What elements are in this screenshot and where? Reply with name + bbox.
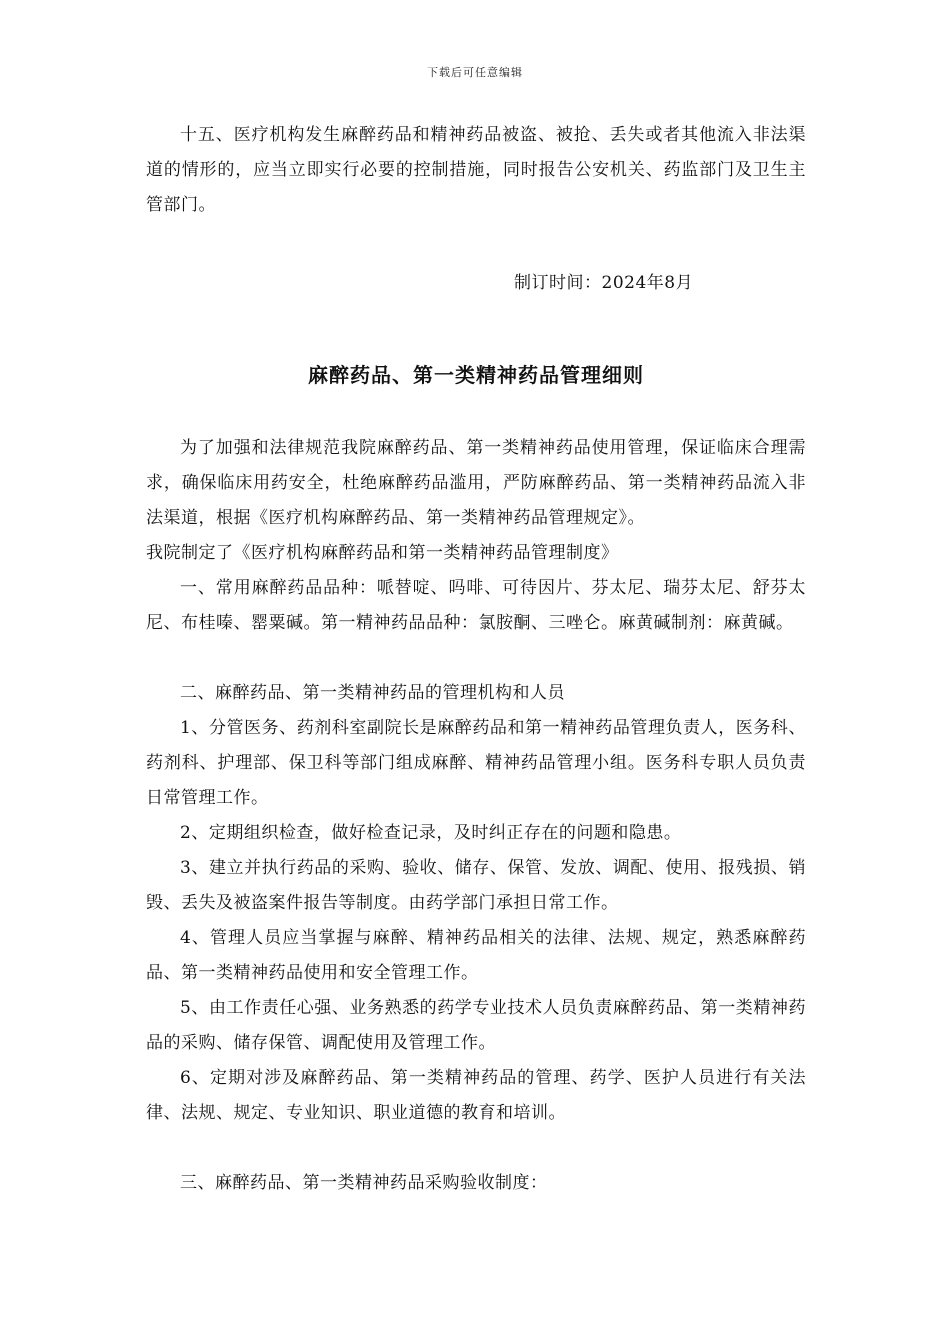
preface-continuation: 我院制定了《医疗机构麻醉药品和第一类精神药品管理制度》 xyxy=(146,543,619,563)
section-2-item-2: 2、定期组织检查，做好检查记录，及时纠正存在的问题和隐患。 xyxy=(180,823,682,843)
section-2-item-4: 4、管理人员应当掌握与麻醉、精神药品相关的法律、法规、规定，熟悉麻醉药品、第一类精神药品使用和安全管理工作。 xyxy=(146,928,806,983)
section-2-item-5: 5、由工作责任心强、业务熟悉的药学专业技术人员负责麻醉药品、第一类精神药品的采购、储存保管、调配使用及管理工作。 xyxy=(146,998,806,1053)
document-title: 麻醉药品、第一类精神药品管理细则 xyxy=(308,363,644,387)
section-2-item-6: 6、定期对涉及麻醉药品、第一类精神药品的管理、药学、医护人员进行有关法律、法规、规定、专业知识、职业道德的教育和培训。 xyxy=(146,1068,806,1123)
section-3-heading: 三、麻醉药品、第一类精神药品采购验收制度： xyxy=(180,1173,548,1193)
intro-paragraph: 十五、医疗机构发生麻醉药品和精神药品被盗、被抢、丢失或者其他流入非法渠道的情形的，应当立即实行必要的控制措施，同时报告公安机关、药监部门及卫生主管部门。 xyxy=(146,125,806,215)
section-2-heading: 二、麻醉药品、第一类精神药品的管理机构和人员 xyxy=(180,683,565,703)
section-2-item-1: 1、分管医务、药剂科室副院长是麻醉药品和第一精神药品管理负责人，医务科、药剂科、护理部、保卫科等部门组成麻醉、精神药品管理小组。医务科专职人员负责日常管理工作。 xyxy=(146,718,806,808)
section-1-paragraph: 一、常用麻醉药品品种：哌替啶、吗啡、可待因片、芬太尼、瑞芬太尼、舒芬太尼、布桂嗪、罂粟碱。第一精神药品品种：氯胺酮、三唑仑。麻黄碱制剂：麻黄碱。 xyxy=(146,578,806,633)
preface-paragraph: 为了加强和法律规范我院麻醉药品、第一类精神药品使用管理，保证临床合理需求，确保临床用药安全，杜绝麻醉药品滥用，严防麻醉药品、第一类精神药品流入非法渠道，根据《医疗机构麻醉药品、第一类精神药品管理规定》。 xyxy=(146,438,806,528)
document-body xyxy=(146,118,806,1201)
section-2-item-3: 3、建立并执行药品的采购、验收、储存、保管、发放、调配、使用、报残损、销毁、丢失及被盗案件报告等制度。由药学部门承担日常工作。 xyxy=(146,858,806,913)
revision-date: 制订时间：2024年8月 xyxy=(514,273,694,293)
page-header: 下载后可任意编辑 xyxy=(427,66,523,79)
